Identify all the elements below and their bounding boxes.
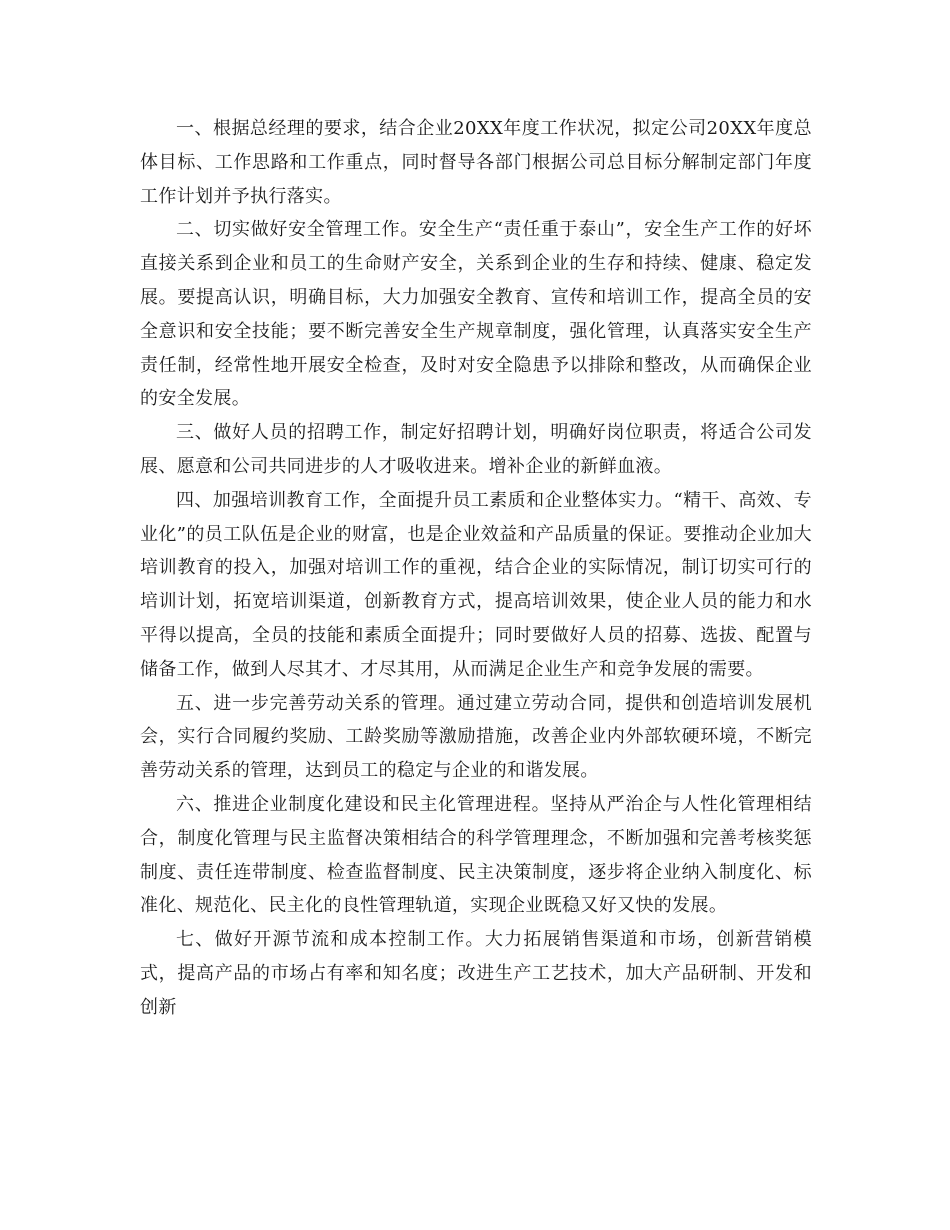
paragraph-1: 一、根据总经理的要求，结合企业20XX年度工作状况，拟定公司20XX年度总体目标、工作思路和工作重点，同时督导各部门根据公司总目标分解制定部门年度工作计划并予执行落实。 xyxy=(140,118,812,207)
paragraph-3: 三、做好人员的招聘工作，制定好招聘计划，明确好岗位职责，将适合公司发展、愿意和公司共同进步的人才吸收进来。增补企业的新鲜血液。 xyxy=(140,422,812,477)
document-body xyxy=(140,112,812,1025)
paragraph-2: 二、切实做好安全管理工作。安全生产“责任重于泰山”，安全生产工作的好坏直接关系到企业和员工的生命财产安全，关系到企业的生存和持续、健康、稳定发展。要提高认识，明确目标，大力加强安全教育、宣传和培训工作，提高全员的安全意识和安全技能；要不断完善安全生产规章制度，强化管理，认真落实安全生产责任制，经常性地开展安全检查，及时对安全隐患予以排除和整改，从而确保企业的安全发展。 xyxy=(140,219,812,410)
paragraph-4: 四、加强培训教育工作，全面提升员工素质和企业整体实力。“精干、高效、专业化”的员工队伍是企业的财富，也是企业效益和产品质量的保证。要推动企业加大培训教育的投入，加强对培训工作的重视，结合企业的实际情况，制订切实可行的培训计划，拓宽培训渠道，创新教育方式，提高培训效果，使企业人员的能力和水平得以提高，全员的技能和素质全面提升；同时要做好人员的招募、选拔、配置与储备工作，做到人尽其才、才尽其用，从而满足企业生产和竞争发展的需要。 xyxy=(140,489,812,680)
paragraph-5: 五、进一步完善劳动关系的管理。通过建立劳动合同，提供和创造培训发展机会，实行合同履约奖励、工龄奖励等激励措施，改善企业内外部软硬环境，不断完善劳动关系的管理，达到员工的稳定与企业的和谐发展。 xyxy=(140,692,812,782)
paragraph-6: 六、推进企业制度化建设和民主化管理进程。坚持从严治企与人性化管理相结合，制度化管理与民主监督决策相结合的科学管理理念，不断加强和完善考核奖惩制度、责任连带制度、检查监督制度、民主决策制度，逐步将企业纳入制度化、标准化、规范化、民主化的良性管理轨道，实现企业既稳又好又快的发展。 xyxy=(140,793,812,917)
paragraph-7: 七、做好开源节流和成本控制工作。大力拓展销售渠道和市场，创新营销模式，提高产品的市场占有率和知名度；改进生产工艺技术，加大产品研制、开发和创新 xyxy=(140,929,812,1018)
